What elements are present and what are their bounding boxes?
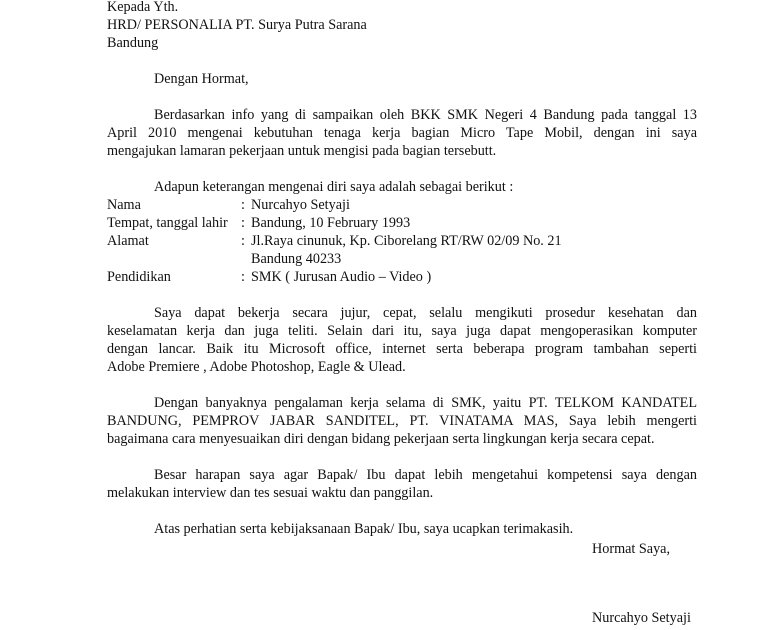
closing-salutation: Hormat Saya,: [592, 541, 671, 557]
detail-value: Bandung, 10 February 1993: [251, 215, 411, 231]
details-intro: Adapun keterangan mengenai diri saya adalah sebagai berikut :: [154, 179, 514, 195]
paragraph-4-line: Besar harapan saya agar Bapak/ Ibu dapat lebih mengetahui kompetensi saya dengan: [154, 467, 697, 483]
paragraph-2-line: keselamatan kerja dan juga teliti. Selain dari itu, saya juga dapat mengoperasikan komputer: [107, 323, 697, 339]
detail-label: Pendidikan: [107, 269, 171, 285]
detail-separator: :: [241, 233, 245, 249]
detail-separator: :: [241, 215, 245, 231]
detail-row-education: [107, 268, 697, 286]
paragraph-1-line: mengajukan lamaran pekerjaan untuk mengisi pada bagian tersebutt.: [107, 143, 497, 159]
signature-name: Nurcahyo Setyaji: [592, 610, 691, 626]
recipient-block: [107, 0, 697, 52]
detail-separator: :: [241, 197, 245, 213]
greeting: Dengan Hormat,: [154, 71, 249, 87]
paragraph-3: [107, 394, 697, 448]
detail-value: Jl.Raya cinunuk, Kp. Ciborelang RT/RW 02/09 No. 21: [251, 233, 562, 249]
paragraph-4-line: melakukan interview dan tes sesuai waktu dan panggilan.: [107, 485, 434, 501]
recipient-line-3: Bandung: [107, 35, 159, 51]
recipient-line-1: Kepada Yth.: [107, 0, 179, 15]
detail-value: Nurcahyo Setyaji: [251, 197, 350, 213]
paragraph-2-line: dengan lancar. Baik itu Microsoft office, internet serta beberapa program tambahan seperti: [107, 341, 697, 357]
paragraph-3-line: BANDUNG, PEMPROV JABAR SANDITEL, PT. VINATAMA MAS, Saya lebih mengerti: [107, 413, 697, 429]
detail-label: Nama: [107, 197, 141, 213]
detail-separator: :: [241, 269, 245, 285]
detail-row-birth: [107, 214, 697, 232]
paragraph-2-line: Saya dapat bekerja secara jujur, cepat, selalu mengikuti prosedur kesehatan dan: [154, 305, 697, 321]
recipient-line-2: HRD/ PERSONALIA PT. Surya Putra Sarana: [107, 17, 367, 33]
personal-details: [107, 196, 697, 286]
paragraph-5: Atas perhatian serta kebijaksanaan Bapak/ Ibu, saya ucapkan terimakasih.: [154, 521, 574, 537]
paragraph-2-line: Adobe Premiere , Adobe Photoshop, Eagle & Ulead.: [107, 359, 406, 375]
letter-body: [107, 0, 697, 538]
paragraph-1: [107, 106, 697, 160]
paragraph-2: [107, 304, 697, 376]
detail-label: Alamat: [107, 233, 149, 249]
detail-label: Tempat, tanggal lahir: [107, 215, 228, 231]
detail-address-continuation: Bandung 40233: [251, 251, 342, 267]
paragraph-3-line: Dengan banyaknya pengalaman kerja selama di SMK, yaitu PT. TELKOM KANDATEL: [154, 395, 697, 411]
detail-value: SMK ( Jurusan Audio – Video ): [251, 269, 432, 285]
paragraph-3-line: bagaimana cara menyesuaikan diri dengan bidang pekerjaan serta lingkungan kerja secara cepat.: [107, 431, 655, 447]
paragraph-4: [107, 466, 697, 502]
detail-row-name: [107, 196, 697, 214]
detail-row-address: [107, 232, 697, 250]
paragraph-1-line: April 2010 mengenai kebutuhan tenaga kerja bagian Micro Tape Mobil, dengan ini saya: [107, 125, 697, 141]
paragraph-1-line: Berdasarkan info yang di sampaikan oleh BKK SMK Negeri 4 Bandung pada tanggal 13: [154, 107, 697, 123]
